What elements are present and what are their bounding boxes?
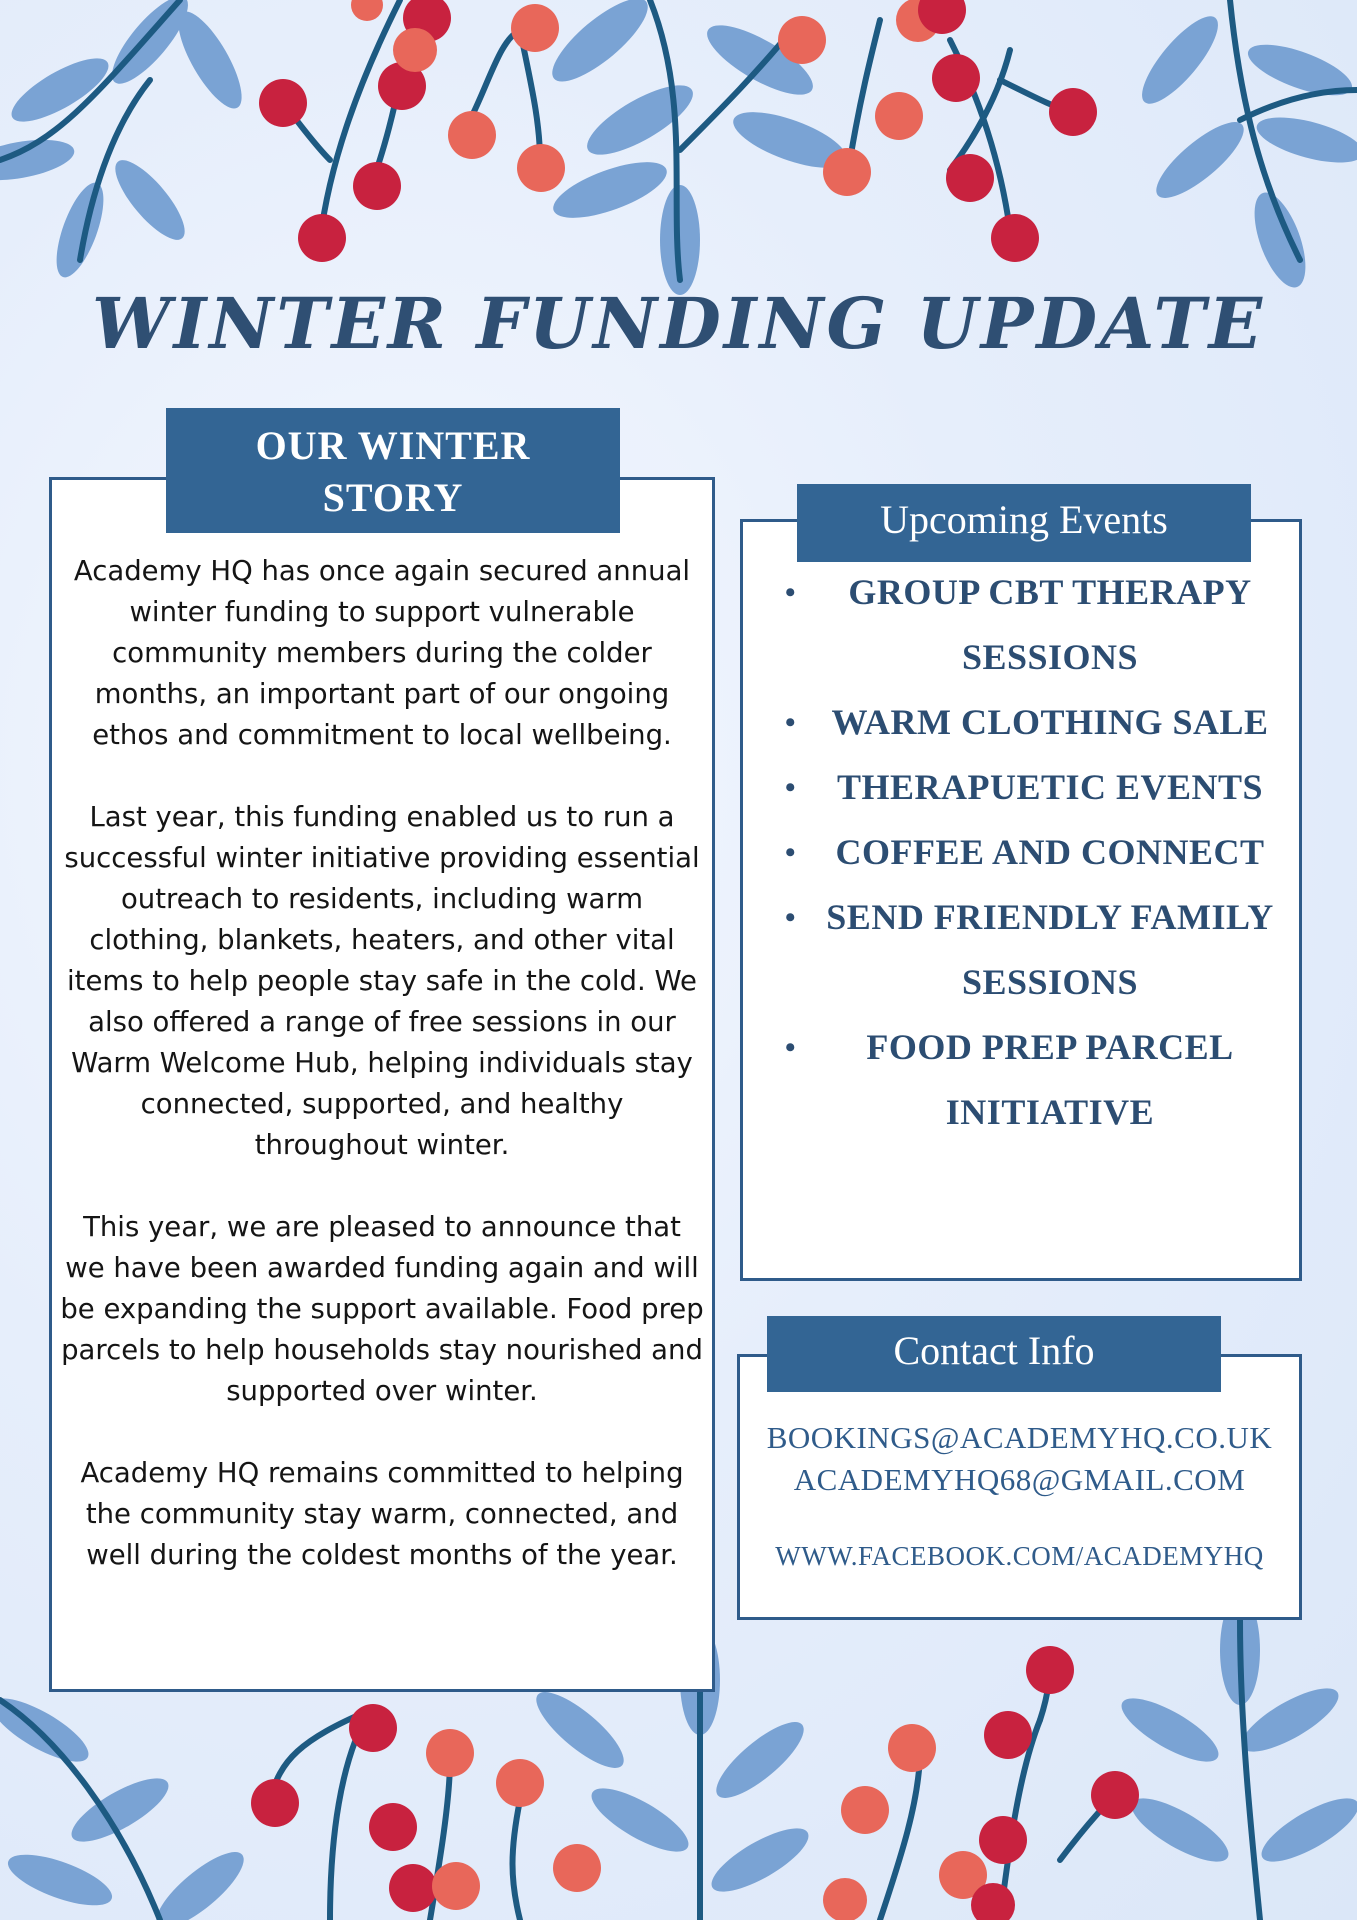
bullet-icon: •	[785, 706, 797, 739]
event-label: FOOD PREP PARCEL INITIATIVE	[866, 1027, 1234, 1132]
facebook-link[interactable]: WWW.FACEBOOK.COM/ACADEMYHQ	[775, 1541, 1264, 1571]
event-item	[775, 560, 1275, 690]
story-heading-line2: STORY	[322, 475, 464, 520]
event-label: THERAPUETIC EVENTS	[836, 767, 1264, 807]
event-item	[775, 690, 1275, 755]
event-label: COFFEE AND CONNECT	[835, 832, 1265, 872]
story-paragraph: Last year, this funding enabled us to run a successful winter initiative providing essential outreach to residents, including warm clothing, blankets, heaters, and other vital items to help people stay safe in the cold. We also offered a range of free sessions in our Warm Welcome Hub, helping individuals stay connected, supported, and healthy throughout winter.	[64, 801, 700, 1161]
bullet-icon: •	[785, 836, 797, 869]
event-item	[775, 755, 1275, 820]
bullet-icon: •	[785, 576, 797, 609]
story-heading-line1: OUR WINTER	[255, 423, 531, 468]
bullet-icon: •	[785, 771, 797, 804]
event-item	[775, 885, 1275, 1015]
story-paragraph: This year, we are pleased to announce that we have been awarded funding again and will be expanding the support available. Food prep parcels to help households stay nourished and supported over winter.	[60, 1211, 704, 1407]
top-foliage-decoration	[0, 0, 1357, 300]
email-link-gmail[interactable]: ACADEMYHQ68@GMAIL.COM	[793, 1462, 1246, 1497]
story-paragraph: Academy HQ has once again secured annual winter funding to support vulnerable community members during the colder months, an important part of our ongoing ethos and commitment to local wellbeing.	[73, 555, 691, 751]
event-item	[775, 1015, 1275, 1145]
bullet-icon: •	[785, 1031, 797, 1064]
events-heading: Upcoming Events	[797, 484, 1251, 562]
story-heading	[166, 408, 620, 533]
event-label: WARM CLOTHING SALE	[831, 702, 1269, 742]
event-item	[775, 820, 1275, 885]
email-link-bookings[interactable]: BOOKINGS@ACADEMYHQ.CO.UK	[766, 1420, 1273, 1455]
story-paragraph: Academy HQ remains committed to helping the community stay warm, connected, and well during the coldest months of the year.	[80, 1457, 684, 1571]
event-label: SEND FRIENDLY FAMILY SESSIONS	[826, 897, 1274, 1002]
event-label: GROUP CBT THERAPY SESSIONS	[848, 572, 1252, 677]
contact-heading: Contact Info	[767, 1316, 1221, 1392]
events-list	[775, 560, 1275, 1145]
bullet-icon: •	[785, 901, 797, 934]
story-body	[60, 551, 704, 1617]
page-title: WINTER FUNDING UPDATE	[92, 282, 1265, 365]
